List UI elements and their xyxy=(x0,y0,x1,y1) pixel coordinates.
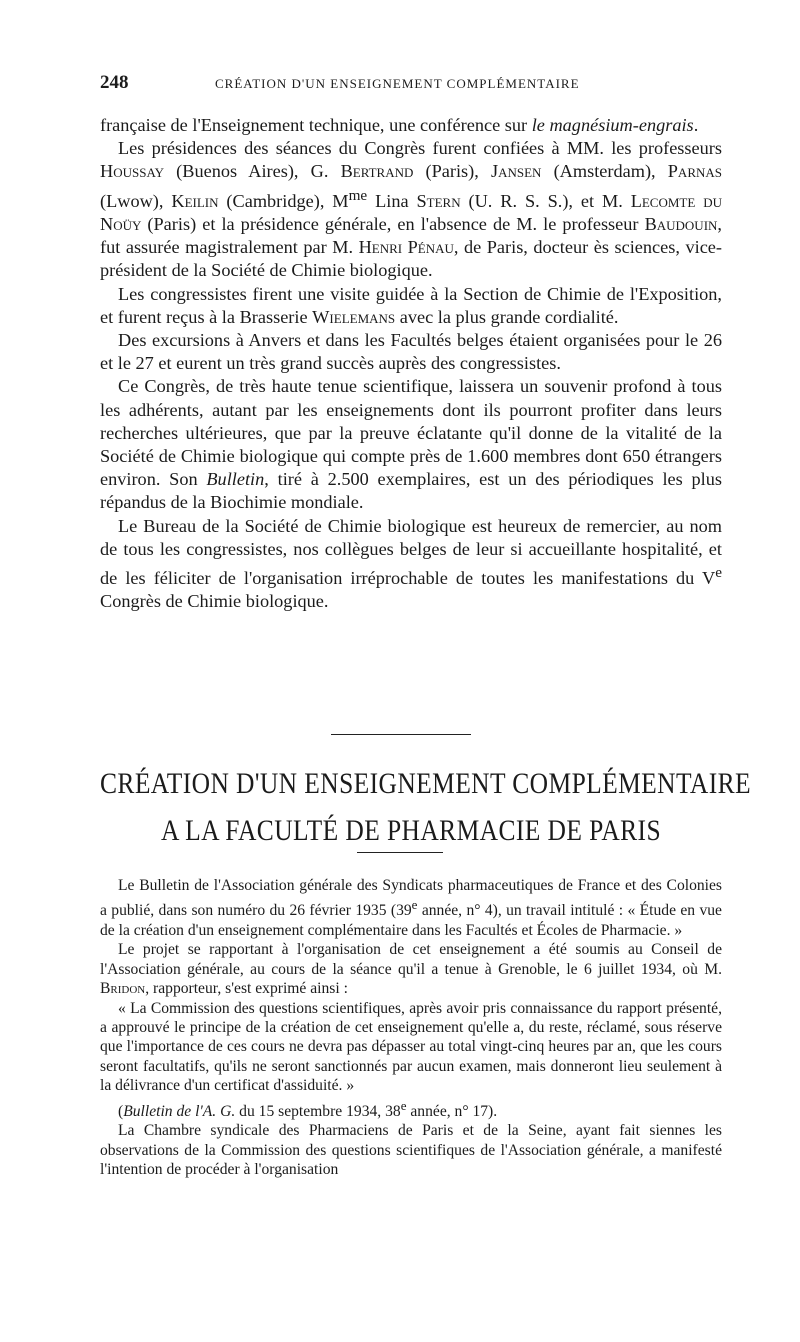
paragraph: française de l'Enseignement technique, une conférence sur le magnésium-engrais. xyxy=(100,115,699,135)
paragraph: Les présidences des séances du Congrès furent confiées à MM. les professeurs Houssay (Buenos Aires), G. Bertrand (Paris), Jansen (Amsterdam), Parnas (Lwow), Keilin (Cambridge), $M^{me}$ Lina Stern (U. R. S. S.), et M. Lecomte du Noüy (Paris) et la présidence générale, en l'absence de M. le professeur Baudouin, fut assurée magistralement par M. Henri Pénau, de Paris, docteur ès sciences, vice-président de la Société de Chimie biologique. xyxy=(100,138,723,281)
paragraph: Des excursions à Anvers et dans les Facultés belges étaient organisées pour le 26 et le 27 et eurent un très grand succès auprès des congressistes. xyxy=(100,329,722,374)
article-title-line-2: A LA FACULTÉ DE PHARMACIE DE PARIS xyxy=(160,813,662,848)
page-number: 248 xyxy=(100,72,129,93)
paragraph: Ce Congrès, de très haute tenue scientifique, laissera un souvenir profond à tous les adhérents, autant par les enseignements dont ils pourront profiter dans leurs recherches ultérieures, que par la preuve éclatante qu'il donne de la vitalité de la Société de Chimie biologique qui compte près de 1.600 membres dont 650 étrangers environ. Son Bulletin, tiré à 2.500 exemplaires, est un des périodiques les plus répandus de la Biochimie mondiale. xyxy=(100,376,722,513)
paragraph: Les congressistes firent une visite guidée à la Section de Chimie de l'Exposition, et furent reçus à la Brasserie Wielemans avec la plus grande cordialité. xyxy=(100,283,722,327)
previous-article-text xyxy=(100,114,722,613)
quote-paragraph: « La Commission des questions scientifiques, après avoir pris connaissance du rapport présenté, a approuvé le principe de la création de cet enseignement qu'elle a, du reste, réclamé, sous réserve que l'importance de ces cours ne devra pas dépasser au total vingt-cinq heures par an, que les cours seront facultatifs, qu'ils ne seront sanctionnés par aucun examen, mais donneront lieu seulement à la délivrance d'un certificat d'assiduité. » xyxy=(100,999,722,1095)
running-title: CRÉATION D'UN ENSEIGNEMENT COMPLÉMENTAIRE xyxy=(215,76,580,91)
section-divider xyxy=(331,734,471,735)
running-head xyxy=(100,72,720,94)
article-title-line-1: CRÉATION D'UN ENSEIGNEMENT COMPLÉMENTAIRE xyxy=(100,765,751,801)
paragraph: La Chambre syndicale des Pharmaciens de Paris et de la Seine, ayant fait siennes les observations de la Commission des questions scientifiques de l'Association générale, a manifesté l'intention de procéder à l'organisation xyxy=(100,1122,722,1179)
citation: (Bulletin de l'A. G. du 15 septembre 1934, 38e année, n° 17). xyxy=(118,1097,498,1120)
paragraph: Le Bulletin de l'Association générale des Syndicats pharmaceutiques de France et des Colonies a publié, dans son numéro du 26 février 1935 (39e année, n° 4), un travail intitulé : « Étude en vue de la création d'un enseignement complémentaire dans les Facultés et Écoles de Pharmacie. » xyxy=(100,877,722,939)
article-title xyxy=(100,760,751,854)
article-body xyxy=(100,876,722,1179)
paragraph: Le projet se rapportant à l'organisation de cet enseignement a été soumis au Conseil de l'Association générale, au cours de la séance qu'il a tenue à Grenoble, le 6 juillet 1934, où M. Bridon, rapporteur, s'est exprimé ainsi : xyxy=(100,941,722,998)
paragraph: Le Bureau de la Société de Chimie biologique est heureux de remercier, au nom de tous les congressistes, nos collègues belges de leur si accueillante hospitalité, et de les féliciter de l'organisation irréprochable de toutes les manifestations du Ve Congrès de Chimie biologique. xyxy=(100,515,722,612)
title-divider xyxy=(357,852,443,853)
